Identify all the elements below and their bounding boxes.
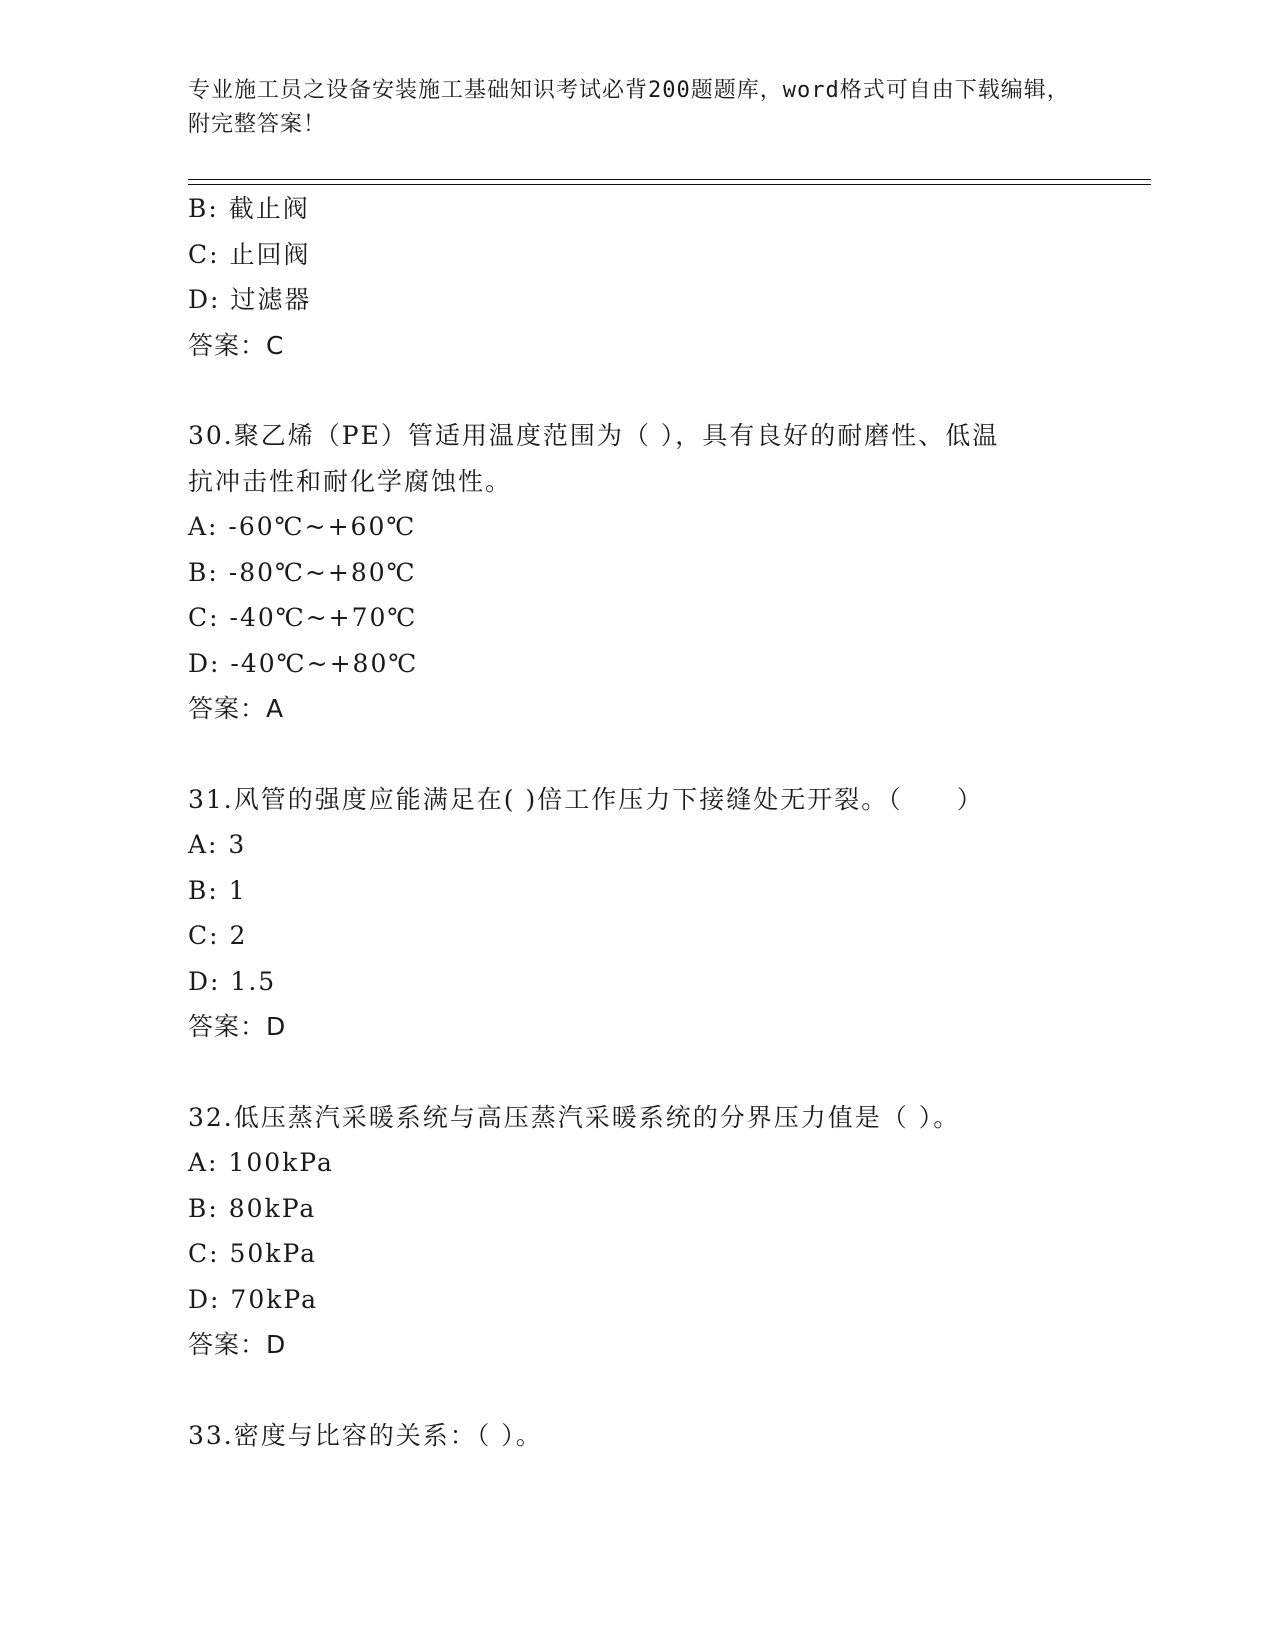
option-b: B: 80kPa [188,1193,317,1223]
question-list [188,186,1088,1458]
header-divider-top [188,179,1151,180]
question-33 [188,1413,1088,1459]
header-divider-bottom [188,184,1151,185]
option-c: C: -40℃~+70℃ [188,603,418,632]
answer-label: 答案： [188,1330,267,1359]
question-29-tail [188,186,1088,368]
option-d: D: 过滤器 [188,285,312,314]
option-a: A: -60℃~+60℃ [188,512,417,541]
question-31 [188,777,1088,1050]
answer-line [188,1004,1088,1050]
answer-line [188,686,1088,732]
answer-line [188,1322,1088,1368]
answer-value: D [266,1012,287,1041]
answer-label: 答案： [188,1012,267,1041]
answer-value: C [266,330,285,360]
option-b: B: -80℃~+80℃ [188,557,417,587]
option-a: A: 3 [188,830,247,859]
answer-value: A [266,694,285,723]
option-d: D: 1.5 [188,966,277,996]
option-b: B: 1 [188,875,247,905]
question-32 [188,1095,1088,1368]
option-c: C: 2 [188,921,248,950]
answer-line [188,323,1088,369]
option-c: C: 止回阀 [188,239,311,269]
question-stem: 31.风管的强度应能满足在( )倍工作压力下接缝处无开裂。（ ） [188,784,984,814]
question-stem-continued: 抗冲击性和耐化学腐蚀性。 [188,466,513,496]
question-stem: 33.密度与比容的关系：（ ）。 [188,1420,543,1450]
question-30 [188,413,1088,732]
option-c: C: 50kPa [188,1239,318,1268]
option-d: D: 70kPa [188,1284,318,1314]
answer-value: D [266,1330,287,1359]
answer-label: 答案： [188,330,267,360]
question-stem: 32.低压蒸汽采暖系统与高压蒸汽采暖系统的分界压力值是（ ）。 [188,1102,961,1132]
answer-label: 答案： [188,694,267,723]
option-d: D: -40℃~+80℃ [188,648,419,678]
document-header: 专业施工员之设备安装施工基础知识考试必背200题题库，word格式可自由下载编辑，附完整答案！ [188,78,1070,137]
option-a: A: 100kPa [188,1148,334,1177]
question-stem: 30.聚乙烯（PE）管适用温度范围为（ ），具有良好的耐磨性、低温 [188,421,1000,450]
option-b: B: 截止阀 [188,194,310,223]
